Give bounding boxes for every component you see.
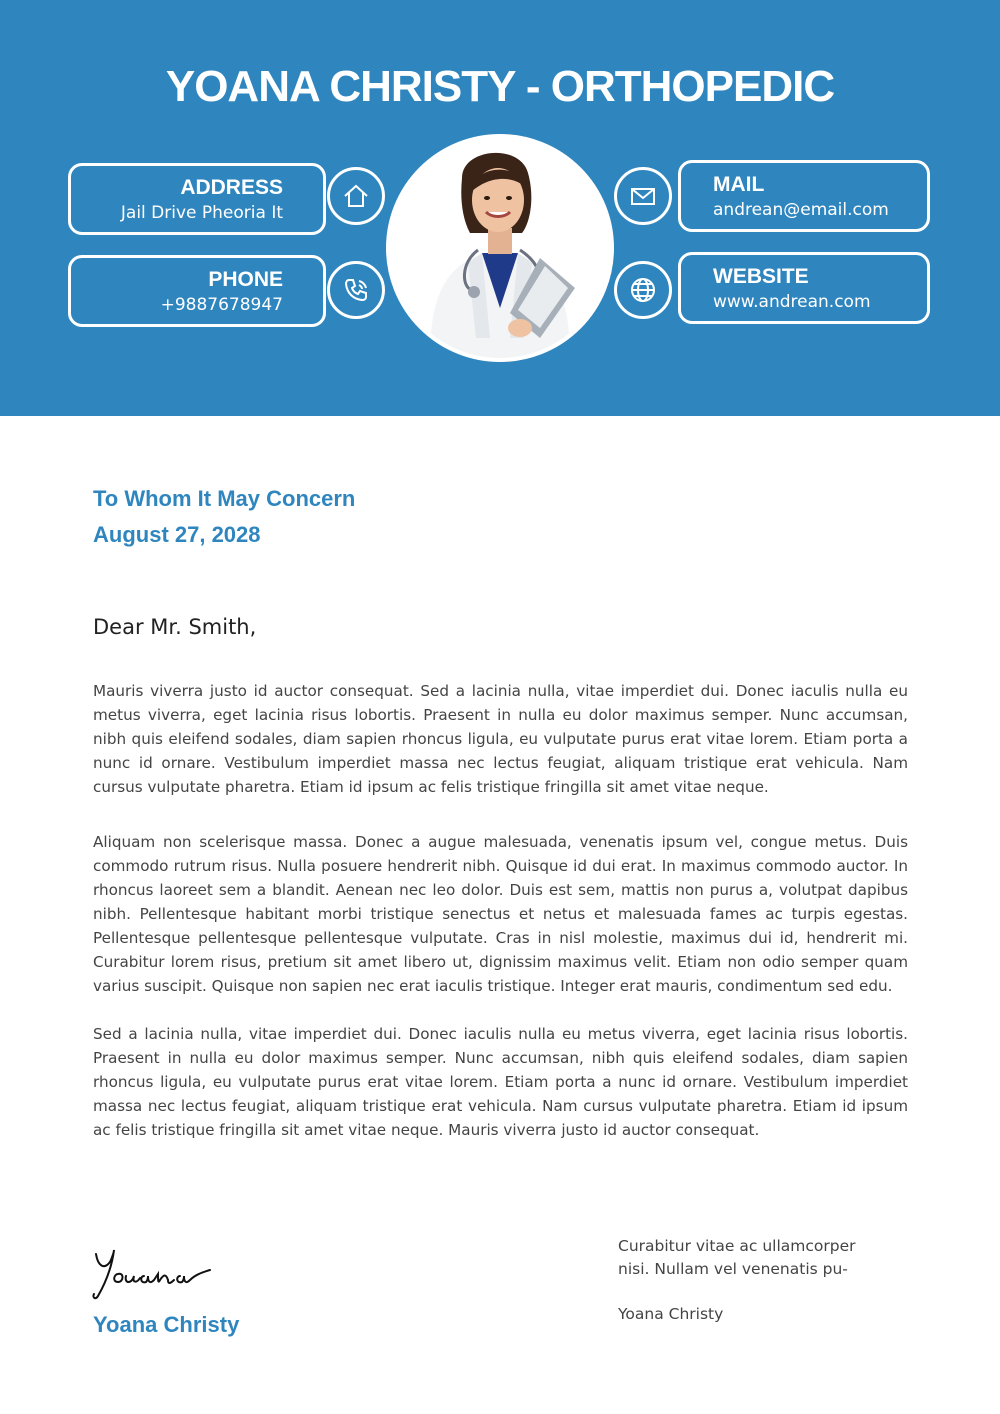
- body-paragraph-2: Aliquam non scelerisque massa. Donec a augue malesuada, venenatis ipsum vel, congue metus. Duis commodo rutrum risus. Nulla posuere hendrerit nibh. Quisque id dui erat. In maximus commodo auctor. In rhoncus laoreet sem a blandit. Aenean nec leo dolor. Duis est sem, mattis non purus a, volutpat dapibus nibh. Pellentesque habitant morbi tristique senectus et netus et malesuada fames ac turpis egestas. Pellentesque pellentesque pellentesque vulputate. Cras in nisl molestie, maximus dui id, hendrerit mi. Curabitur lorem risus, pretium sit amet libero ut, dignissim maximus velit. Etiam non odio semper quam varius suscipit. Quisque non sapien nec erat iaculis tristique. Integer erat mauris, condimentum sed edu.: [93, 833, 908, 995]
- address-card: [68, 163, 326, 235]
- mail-label: MAIL: [713, 173, 765, 196]
- phone-value: +9887678947: [160, 295, 283, 315]
- globe-icon: [614, 261, 672, 319]
- phone-card: [68, 255, 326, 327]
- closing-text: Curabitur vitae ac ullamcorper nisi. Nullam vel venenatis pu-: [618, 1237, 856, 1278]
- phone-label: PHONE: [208, 268, 283, 291]
- mail-icon: [614, 167, 672, 225]
- address-value: Jail Drive Pheoria It: [120, 203, 283, 223]
- home-icon: [327, 167, 385, 225]
- body-paragraph-1: Mauris viverra justo id auctor consequat. Sed a lacinia nulla, vitae imperdiet dui. Donec iaculis nulla eu metus viverra, eget lacinia risus lobortis. Praesent in nulla eu dolor maximus semper. Nunc accumsan, nibh quis eleifend sodales, diam sapien rhoncus ligula, eu vulputate purus erat vitae lorem. Etiam porta a nunc id ornare. Vestibulum imperdiet massa nec lectus feugiat, aliquam tristique erat vehicula. Nam cursus vulputate pharetra. Etiam id ipsum ac felis tristique fringilla sit amet vitae neque.: [93, 682, 908, 796]
- header-banner: [0, 0, 1000, 416]
- website-card: [678, 252, 930, 324]
- website-label: WEBSITE: [713, 265, 809, 288]
- signature-name: Yoana Christy: [93, 1312, 240, 1337]
- letter-date: August 27, 2028: [93, 522, 261, 547]
- handwritten-signature: [88, 1240, 218, 1302]
- page-title: YOANA CHRISTY - ORTHOPEDIC: [165, 62, 835, 111]
- website-value[interactable]: www.andrean.com: [713, 292, 871, 312]
- profile-photo: [386, 134, 614, 362]
- mail-value: andrean@email.com: [713, 200, 889, 220]
- body-paragraph-3: Sed a lacinia nulla, vitae imperdiet dui. Donec iaculis nulla eu metus viverra, eget lacinia risus lobortis. Praesent in nulla eu dolor maximus semper. Nunc accumsan, nibh quis eleifend sodales, diam sapien rhoncus ligula, eu vulputate purus erat vitae lorem. Etiam porta a nunc id ornare. Vestibulum imperdiet massa nec lectus feugiat, aliquam tristique erat vehicula. Nam cursus vulputate pharetra. Etiam id ipsum ac felis tristique fringilla sit amet vitae neque. Mauris viverra justo id auctor consequat.: [93, 1025, 908, 1139]
- recipient-line: To Whom It May Concern: [93, 486, 356, 511]
- greeting: Dear Mr. Smith,: [93, 615, 257, 639]
- address-label: ADDRESS: [180, 176, 283, 199]
- phone-icon: [327, 261, 385, 319]
- mail-card: [678, 160, 930, 232]
- closing-name: Yoana Christy: [618, 1305, 724, 1323]
